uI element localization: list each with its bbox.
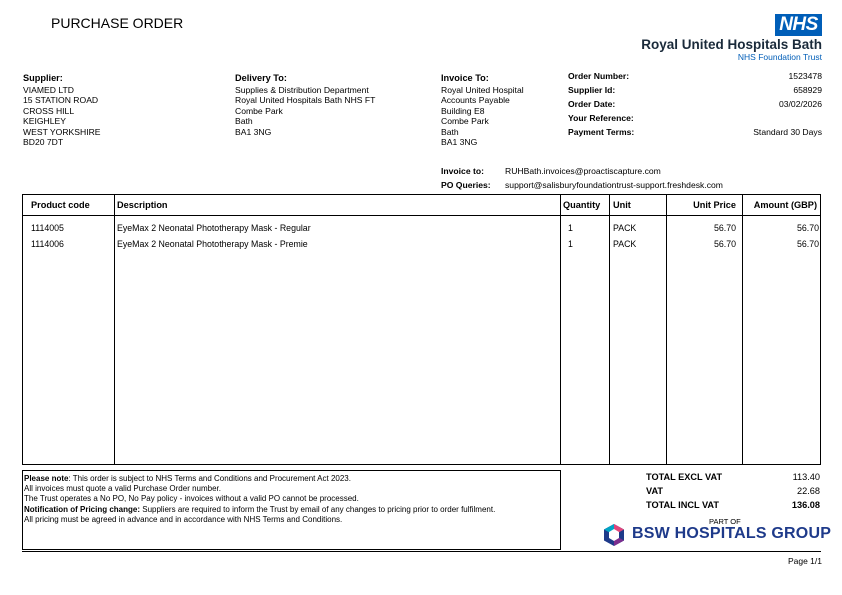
delivery-line: Royal United Hospitals Bath NHS FT	[235, 95, 376, 106]
supplier-line: 15 STATION ROAD	[23, 95, 99, 106]
cell-product-code: 1114006	[31, 239, 64, 249]
footer-divider	[22, 551, 821, 552]
supplier-line: VIAMED LTD	[23, 85, 74, 95]
column-header-amount: Amount (GBP)	[753, 200, 817, 210]
invoice-line: Accounts Payable	[441, 95, 510, 106]
payment-terms: Standard 30 Days	[753, 127, 822, 137]
cell-product-code: 1114005	[31, 223, 64, 233]
cell-amount: 56.70	[796, 223, 819, 233]
supplier-heading: Supplier:	[23, 73, 63, 83]
cell-unit-price: 56.70	[713, 239, 736, 249]
supplier-line: CROSS HILL	[23, 105, 75, 116]
terms-notes	[22, 470, 561, 550]
column-divider	[666, 195, 667, 464]
part-of-label: PART OF	[709, 517, 741, 526]
supplier-id: 658929	[793, 85, 822, 95]
column-header-description: Description	[117, 200, 168, 210]
vat-amount: 22.68	[797, 486, 820, 496]
invoice-line: Royal United Hospital	[441, 85, 524, 95]
delivery-line: Combe Park	[235, 105, 283, 116]
supplier-line: BD20 7DT	[23, 137, 64, 148]
cell-amount: 56.70	[796, 239, 819, 249]
header-divider	[23, 215, 820, 216]
payment-terms-label: Payment Terms:	[568, 127, 635, 137]
cell-unit-price: 56.70	[713, 223, 736, 233]
cell-description: EyeMax 2 Neonatal Phototherapy Mask - Premie	[117, 239, 308, 249]
order-number-label: Order Number:	[568, 71, 630, 81]
invoice-line: BA1 3NG	[441, 137, 478, 148]
po-queries-label: PO Queries:	[441, 180, 491, 190]
total-incl-vat-label: TOTAL INCL VAT	[646, 500, 719, 510]
column-divider	[114, 195, 115, 464]
supplier-id-label: Supplier Id:	[568, 85, 616, 95]
page-number: Page 1/1	[787, 556, 822, 566]
order-date-label: Order Date:	[568, 99, 616, 109]
org-name: Royal United Hospitals Bath	[641, 37, 822, 52]
bsw-group-logo	[602, 523, 832, 547]
invoice-line: Combe Park	[441, 116, 489, 127]
delivery-block	[235, 72, 375, 137]
column-header-quantity: Quantity	[563, 200, 601, 210]
order-date: 03/02/2026	[778, 99, 822, 109]
order-number: 1523478	[788, 71, 822, 81]
nhs-logo: NHS	[775, 14, 822, 36]
org-subtitle: NHS Foundation Trust	[737, 52, 822, 62]
vat-label: VAT	[646, 486, 664, 496]
column-header-unit: Unit	[613, 200, 631, 210]
cell-unit: PACK	[613, 239, 637, 249]
total-excl-vat-label: TOTAL EXCL VAT	[646, 472, 723, 482]
document-title: PURCHASE ORDER	[51, 15, 184, 31]
delivery-line: BA1 3NG	[235, 126, 272, 137]
delivery-heading: Delivery To:	[235, 73, 287, 83]
note-line: The Trust operates a No PO, No Pay policy - invoices without a valid PO cannot be processed.	[24, 494, 359, 504]
bsw-hexagon-icon	[602, 523, 626, 547]
invoice-block	[441, 72, 524, 147]
note-line: Notification of Pricing change: Suppliers are required to inform the Trust by email of any changes to pricing prior to order fulfilment.	[24, 504, 496, 514]
your-reference-label: Your Reference:	[568, 113, 634, 123]
cell-unit: PACK	[613, 223, 637, 233]
total-excl-vat: 113.40	[792, 472, 820, 482]
delivery-line: Bath	[235, 116, 253, 127]
invoice-line: Building E8	[441, 105, 485, 116]
invoice-heading: Invoice To:	[441, 73, 489, 83]
column-divider	[560, 195, 561, 464]
invoice-to-label: Invoice to:	[441, 166, 484, 176]
supplier-line: KEIGHLEY	[23, 116, 66, 127]
cell-quantity: 1	[568, 223, 573, 233]
column-header-product-code: Product code	[31, 200, 90, 210]
cell-description: EyeMax 2 Neonatal Phototherapy Mask - Regular	[117, 223, 311, 233]
total-incl-vat: 136.08	[791, 500, 820, 510]
note-line: Please note: This order is subject to NHS Terms and Conditions and Procurement Act 2023.	[24, 474, 351, 483]
column-header-unit-price: Unit Price	[693, 200, 736, 210]
po-queries-email[interactable]: support@salisburyfoundationtrust-support.freshdesk.com	[505, 180, 723, 190]
column-divider	[742, 195, 743, 464]
supplier-block	[23, 72, 101, 147]
bsw-group-name: BSW HOSPITALS GROUP	[632, 525, 832, 542]
order-lines-table	[22, 194, 821, 465]
cell-quantity: 1	[568, 239, 573, 249]
supplier-line: WEST YORKSHIRE	[23, 126, 101, 137]
delivery-line: Supplies & Distribution Department	[235, 85, 369, 95]
invoice-email[interactable]: RUHBath.invoices@proactiscapture.com	[505, 166, 661, 176]
note-line: All invoices must quote a valid Purchase Order number.	[24, 484, 221, 494]
invoice-line: Bath	[441, 126, 459, 137]
note-line: All pricing must be agreed in advance and in accordance with NHS Terms and Conditions.	[24, 514, 343, 524]
column-divider	[609, 195, 610, 464]
